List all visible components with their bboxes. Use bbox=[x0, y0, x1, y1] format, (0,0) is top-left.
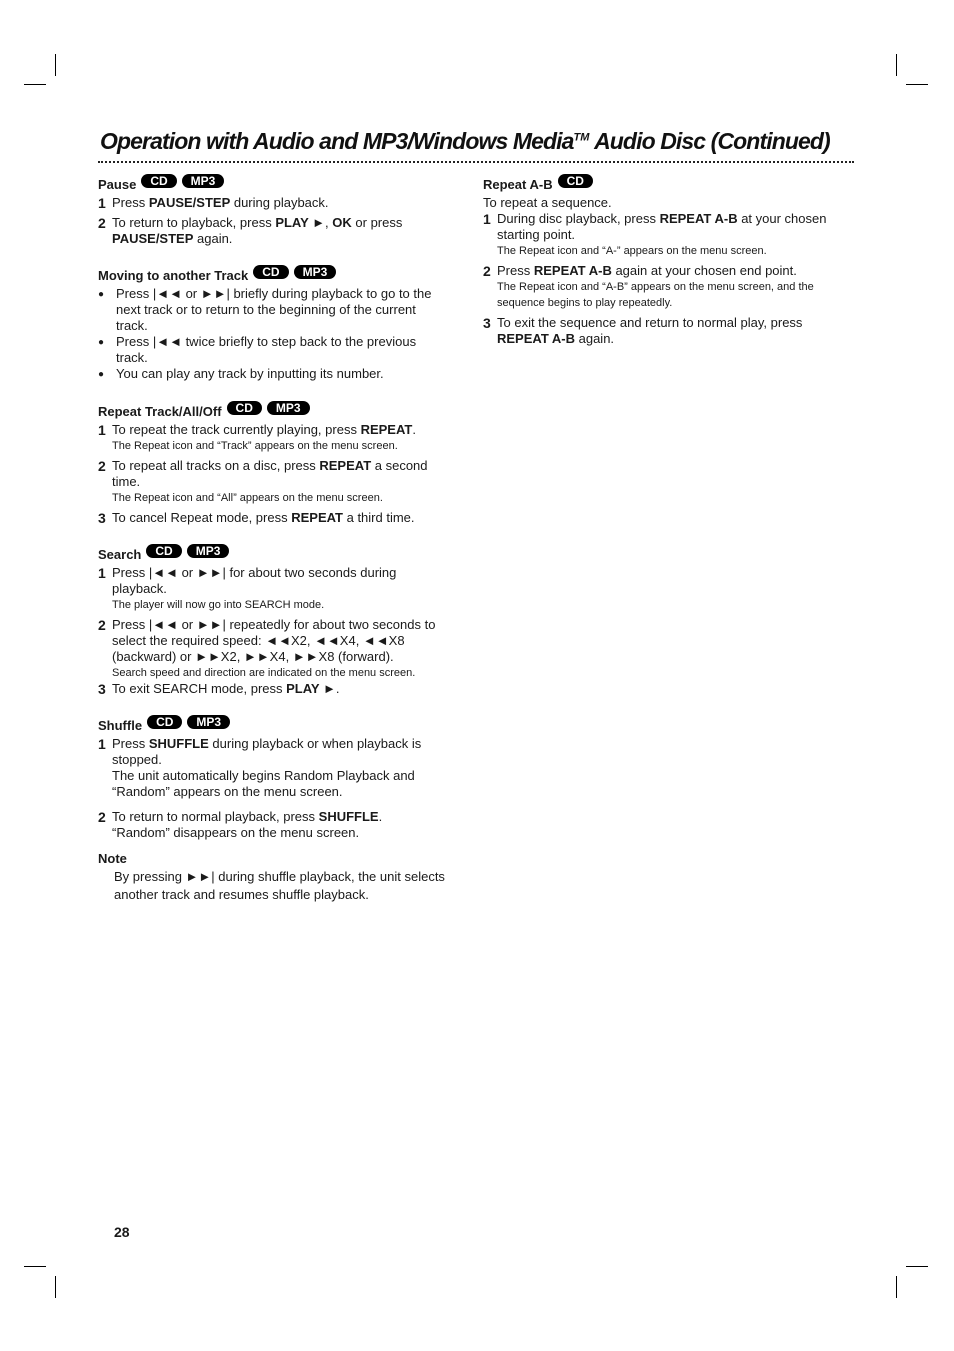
step-note: The Repeat icon and “Track” appears on the menu screen. bbox=[112, 440, 398, 452]
page-number: 28 bbox=[114, 1224, 130, 1240]
step: 2 To return to normal playback, press SHUFFLE. “Random” disappears on the menu screen. bbox=[98, 809, 450, 841]
section-heading: Pause CD MP3 bbox=[98, 176, 450, 194]
step: 2 Press |◄◄ or ►►| repeatedly for about two seconds to select the required speed: ◄◄X2, ◄◄X4, ◄◄X8 (backward) or ►►X2, ►►X4, ►►X8 (forward). Search speed and direction are indicated on the menu screen. bbox=[98, 617, 450, 681]
cd-badge: CD bbox=[227, 401, 262, 415]
step: 2 To repeat all tracks on a disc, press REPEAT a second time. The Repeat icon and “All” appears on the menu screen. bbox=[98, 458, 450, 506]
step: 2 Press REPEAT A-B again at your chosen end point. The Repeat icon and “A-B” appears on the menu screen, and the sequence begins to play repeatedly. bbox=[483, 263, 843, 311]
crop-mark bbox=[55, 54, 56, 76]
step-note: The Repeat icon and “A-B” appears on the menu screen, and the sequence begins to play repeatedly. bbox=[497, 281, 814, 309]
list-item: ● You can play any track by inputting its number. bbox=[98, 366, 384, 381]
section-intro: To repeat a sequence. bbox=[483, 195, 612, 210]
step-note: The player will now go into SEARCH mode. bbox=[112, 599, 325, 611]
section-search bbox=[98, 546, 450, 697]
section-note bbox=[98, 851, 450, 904]
mp3-badge: MP3 bbox=[294, 265, 337, 279]
mp3-badge: MP3 bbox=[187, 544, 230, 558]
trademark-symbol: TM bbox=[573, 131, 590, 144]
crop-mark bbox=[24, 1266, 46, 1267]
section-heading: Search CD MP3 bbox=[98, 546, 450, 564]
step: 3 To exit SEARCH mode, press PLAY ►. bbox=[98, 681, 340, 697]
right-column bbox=[483, 176, 843, 367]
crop-mark bbox=[55, 1276, 56, 1298]
step-note: Search speed and direction are indicated on the menu screen. bbox=[112, 667, 416, 679]
note-text: By pressing ►►| during shuffle playback, the unit selects another track and resumes shuffle playback. bbox=[114, 869, 445, 902]
cd-badge: CD bbox=[558, 174, 593, 188]
mp3-badge: MP3 bbox=[267, 401, 310, 415]
cd-badge: CD bbox=[147, 715, 182, 729]
step: 3 To cancel Repeat mode, press REPEAT a third time. bbox=[98, 510, 415, 526]
section-heading: Shuffle CD MP3 bbox=[98, 717, 450, 735]
crop-mark bbox=[906, 1266, 928, 1267]
cd-badge: CD bbox=[146, 544, 181, 558]
section-moving-track bbox=[98, 267, 450, 383]
step-detail: The unit automatically begins Random Playback and “Random” appears on the menu screen. bbox=[112, 768, 415, 799]
step-detail: “Random” disappears on the menu screen. bbox=[112, 825, 360, 840]
bullet-icon: ● bbox=[98, 337, 105, 348]
step: 2 To return to playback, press PLAY ►, OK or press PAUSE/STEP again. bbox=[98, 215, 403, 246]
section-heading: Repeat Track/All/Off CD MP3 bbox=[98, 403, 450, 421]
step: 1 Press PAUSE/STEP during playback. bbox=[98, 195, 329, 211]
step: 1 Press SHUFFLE during playback or when playback is stopped. The unit automatically begins Random Playback and “Random” appears on the menu screen. bbox=[98, 736, 450, 800]
step: 1 To repeat the track currently playing, press REPEAT. The Repeat icon and “Track” appears on the menu screen. bbox=[98, 422, 450, 454]
section-repeat bbox=[98, 403, 450, 526]
section-shuffle bbox=[98, 717, 450, 841]
mp3-badge: MP3 bbox=[187, 715, 230, 729]
section-repeat-ab bbox=[483, 176, 843, 347]
bullet-icon: ● bbox=[98, 369, 105, 380]
cd-badge: CD bbox=[141, 174, 176, 188]
crop-mark bbox=[896, 54, 897, 76]
step: 1 During disc playback, press REPEAT A-B at your chosen starting point. The Repeat icon and “A-” appears on the menu screen. bbox=[483, 211, 843, 259]
bullet-icon: ● bbox=[98, 289, 105, 300]
crop-mark bbox=[896, 1276, 897, 1298]
title-divider bbox=[98, 161, 854, 163]
section-pause bbox=[98, 176, 450, 247]
note-heading: Note bbox=[98, 851, 127, 866]
step: 1 Press |◄◄ or ►►| for about two seconds during playback. The player will now go into SEARCH mode. bbox=[98, 565, 450, 613]
section-heading: Moving to another Track CD MP3 bbox=[98, 267, 450, 285]
page-title: Operation with Audio and MP3/Windows Media™ Audio Disc (Continued) bbox=[100, 128, 830, 154]
crop-mark bbox=[24, 84, 46, 85]
step-note: The Repeat icon and “A-” appears on the menu screen. bbox=[497, 245, 767, 257]
left-column bbox=[98, 176, 450, 924]
list-item: ● Press |◄◄ or ►►| briefly during playback to go to the next track or to return to the beginning of the current track. bbox=[98, 286, 432, 333]
cd-badge: CD bbox=[253, 265, 288, 279]
mp3-badge: MP3 bbox=[182, 174, 225, 188]
crop-mark bbox=[906, 84, 928, 85]
step: 3 To exit the sequence and return to normal play, press REPEAT A-B again. bbox=[483, 315, 803, 346]
section-heading: Repeat A-B CD bbox=[483, 176, 843, 194]
list-item: ● Press |◄◄ twice briefly to step back to the previous track. bbox=[98, 334, 417, 365]
step-note: The Repeat icon and “All” appears on the menu screen. bbox=[112, 492, 383, 504]
